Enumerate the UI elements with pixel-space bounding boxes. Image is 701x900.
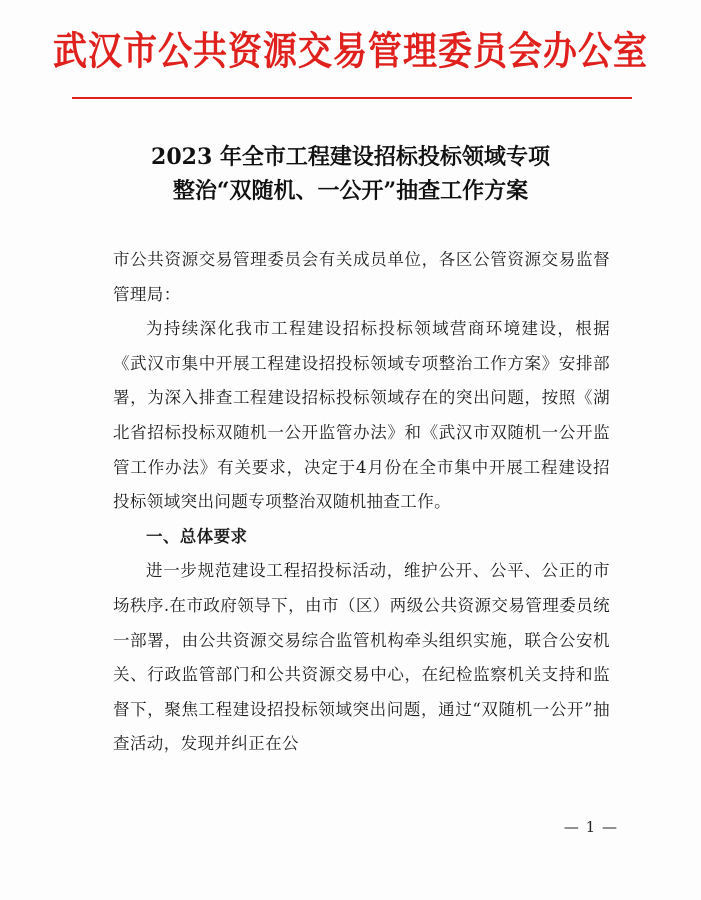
page-number: — 1 — [563,818,618,836]
section-heading-general-requirements: 一、总体要求 [146,526,248,546]
section-1-paragraph: 进一步规范建设工程招投标活动，维护公开、公平、公正的市场秩序.在市政府领导下，由市（区）两级公共资源交易管理委员统一部署，由公共资源交易综合监管机构牵头组织实施，联合公安机关、行政监管部门和公共资源交易中心，在纪检监察机关支持和监督下，聚焦工程建设招投标领域突出问题，通过“双随机一公开”抽查活动，发现并纠正在公 [113,561,610,754]
document-title-line-1: 2023 年全市工程建设招标投标领域专项 [151,144,550,170]
document-body [113,243,610,762]
letterhead-divider [72,97,632,99]
intro-paragraph: 为持续深化我市工程建设招标投标领域营商环境建设，根据《武汉市集中开展工程建设招投标领域专项整治工作方案》安排部署，为深入排查工程建设招标投标领域存在的突出问题，按照《湖北省招标投标双随机一公开监管办法》和《武汉市双随机一公开监管工作办法》有关要求，决定于4月份在全市集中开展工程建设招投标领域突出问题专项整治双随机抽查工作。 [113,319,610,512]
document-title [0,140,701,208]
document-title-line-2: 整治“双随机、一公开”抽查工作方案 [172,178,529,204]
office-letterhead: 武汉市公共资源交易管理委员会办公室 [53,29,648,76]
recipients-line: 市公共资源交易管理委员会有关成员单位，各区公管资源交易监督管理局： [113,250,610,304]
